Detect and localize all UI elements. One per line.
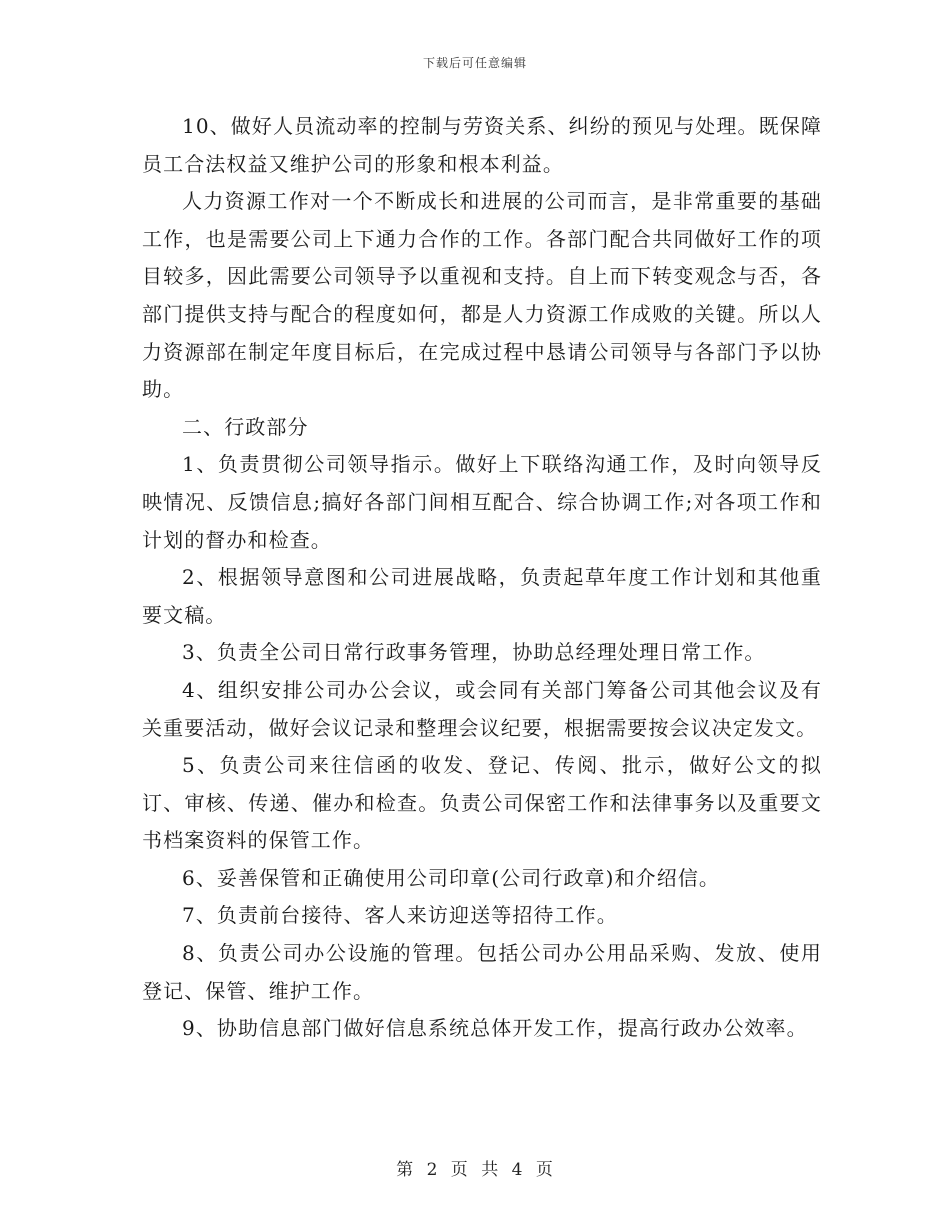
paragraph-hr-summary: 人力资源工作对一个不断成长和进展的公司而言，是非常重要的基础工作，也是需要公司上下通力合作的工作。各部门配合共同做好工作的项目较多，因此需要公司领导予以重视和支持。自上而下转变观念与否，各部门提供支持与配合的程度如何，都是人力资源工作成败的关键。所以人力资源部在制定年度目标后，在完成过程中恳请公司领导与各部门予以协助。 — [142, 189, 822, 402]
document-body — [142, 108, 822, 1048]
page-footer: 第 2 页 共 4 页 — [396, 1160, 554, 1180]
paragraph-item-1: 1、负责贯彻公司领导指示。做好上下联络沟通工作，及时向领导反映情况、反馈信息;搞好各部门间相互配合、综合协调工作;对各项工作和计划的督办和检查。 — [142, 452, 822, 552]
paragraph-item-5: 5、负责公司来往信函的收发、登记、传阅、批示，做好公文的拟订、审核、传递、催办和检查。负责公司保密工作和法律事务以及重要文书档案资料的保管工作。 — [142, 753, 822, 853]
paragraph-item-6: 6、妥善保管和正确使用公司印章(公司行政章)和介绍信。 — [182, 865, 721, 890]
paragraph-item-9: 9、协助信息部门做好信息系统总体开发工作，提高行政办公效率。 — [182, 1016, 808, 1041]
paragraph-item-10: 10、做好人员流动率的控制与劳资关系、纠纷的预见与处理。既保障员工合法权益又维护公司的形象和根本利益。 — [142, 114, 822, 176]
paragraph-item-3: 3、负责全公司日常行政事务管理，协助总经理处理日常工作。 — [182, 640, 766, 665]
paragraph-item-8: 8、负责公司办公设施的管理。包括公司办公用品采购、发放、使用登记、保管、维护工作。 — [142, 941, 822, 1003]
paragraph-item-4: 4、组织安排公司办公会议，或会同有关部门筹备公司其他会议及有关重要活动，做好会议记录和整理会议纪要，根据需要按会议决定发文。 — [142, 677, 822, 740]
page-header: 下载后可任意编辑 — [422, 56, 527, 70]
paragraph-item-7: 7、负责前台接待、客人来访迎送等招待工作。 — [182, 903, 618, 928]
section-heading-admin: 二、行政部分 — [182, 414, 309, 439]
paragraph-item-2: 2、根据领导意图和公司进展战略，负责起草年度工作计划和其他重要文稿。 — [142, 565, 822, 627]
